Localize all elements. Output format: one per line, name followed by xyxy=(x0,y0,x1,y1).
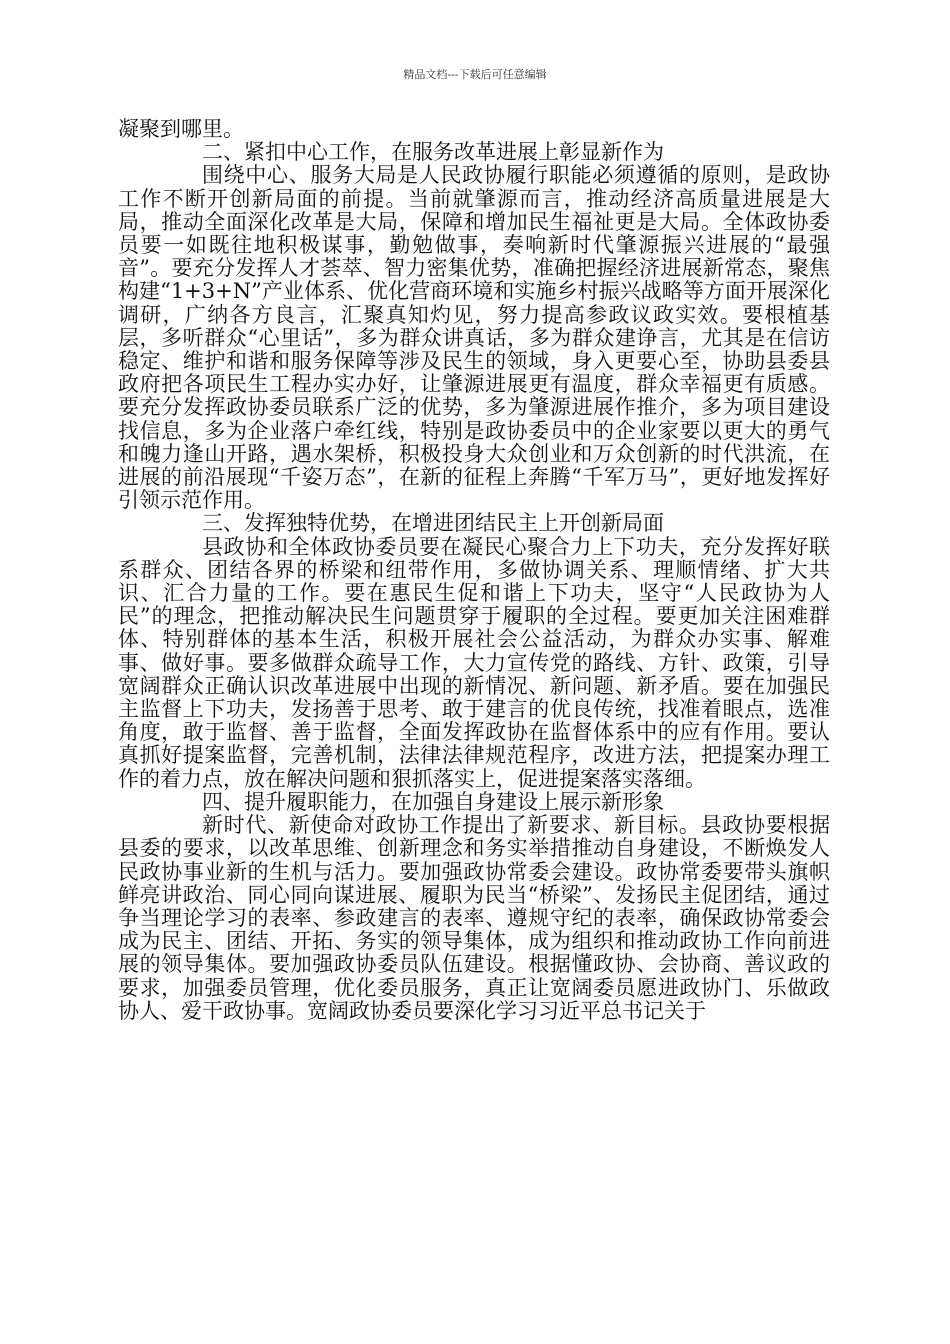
paragraph-continuation: 凝聚到哪里。 xyxy=(118,117,244,141)
paragraph: 县政协和全体政协委员要在凝民心聚合力上下功夫，充分发挥好联系群众、团结各界的桥梁和纽带作用，多做协调关系、理顺情绪、扩大共识、汇合力量的工作。要在惠民生促和谐上下功夫，坚守“人民政协为人民”的理念，把推动解决民生问题贯穿于履职的全过程。要更加关注困难群体、特别群体的基本生活，积极开展社会公益活动，为群众办实事、解难事、做好事。要多做群众疏导工作，大力宣传党的路线、方针、政策，引导宽阔群众正确认识改革进展中出现的新情况、新问题、新矛盾。要在加强民主监督上下功夫，发扬善于思考、敢于建言的优良传统，找准着眼点，选准角度，敢于监督、善于监督，全面发挥政协在监督体系中的应有作用。要认真抓好提案监督，完善机制，法律法律规范程序，改进方法，把提案办理工作的着力点，放在解决问题和狠抓落实上，促进提案落实落细。 xyxy=(118,534,830,791)
section-heading-2: 二、紧扣中心工作，在服务改革进展上彰显新作为 xyxy=(202,140,664,165)
document-body xyxy=(118,118,830,1023)
paragraph: 围绕中心、服务大局是人民政协履行职能必须遵循的原则，是政协工作不断开创新局面的前提。当前就肇源而言，推动经济高质量进展是大局，推动全面深化改革是大局，保障和增加民生福祉更是大局。全体政协委员要一如既往地积极谋事，勤勉做事，奏响新时代肇源振兴进展的“最强音”。要充分发挥人才荟萃、智力密集优势，准确把握经济进展新常态，聚焦构建“1+3+N”产业体系、优化营商环境和实施乡村振兴战略等方面开展深化调研，广纳各方良言，汇聚真知灼见，努力提高参政议政实效。要根植基层，多听群众“心里话”，多为群众讲真话，多为群众建诤言，尤其是在信访稳定、维护和谐和服务保障等涉及民生的领域，身入更要心至，协助县委县政府把各项民生工程办实办好，让肇源进展更有温度，群众幸福更有质感。要充分发挥政协委员联系广泛的优势，多为肇源进展作推介，多为项目建设找信息，多为企业落户牵红线，特别是政协委员中的企业家要以更大的勇气和魄力逢山开路，遇水架桥，积极投身大众创业和万众创新的时代洪流，在进展的前沿展现“千姿万态”，在新的征程上奔腾“千军万马”，更好地发挥好引领示范作用。 xyxy=(118,163,830,513)
section-heading-3: 三、发挥独特优势，在增进团结民主上开创新局面 xyxy=(202,511,664,536)
paragraph: 新时代、新使命对政协工作提出了新要求、新目标。县政协要根据县委的要求，以改革思维、创新理念和务实举措推动自身建设，不断焕发人民政协事业新的生机与活力。要加强政协常委会建设。政协常委要带头旗帜鲜亮讲政治、同心同向谋进展、履职为民当“桥梁”、发扬民主促团结，通过争当理论学习的表率、参政建言的表率、遵规守纪的表率，确保政协常委会成为民主、团结、开拓、务实的领导集体，成为组织和推动政协工作向前进展的领导集体。要加强政协委员队伍建设。根据懂政协、会协商、善议政的要求，加强委员管理，优化委员服务，真正让宽阔委员愿进政协门、乐做政协人、爱干政协事。宽阔政协委员要深化学习习近平总书记关于 xyxy=(118,813,830,1023)
section-heading-4: 四、提升履职能力，在加强自身建设上展示新形象 xyxy=(202,789,664,814)
page-header: 精品文档---下载后可任意编辑 xyxy=(403,68,547,81)
